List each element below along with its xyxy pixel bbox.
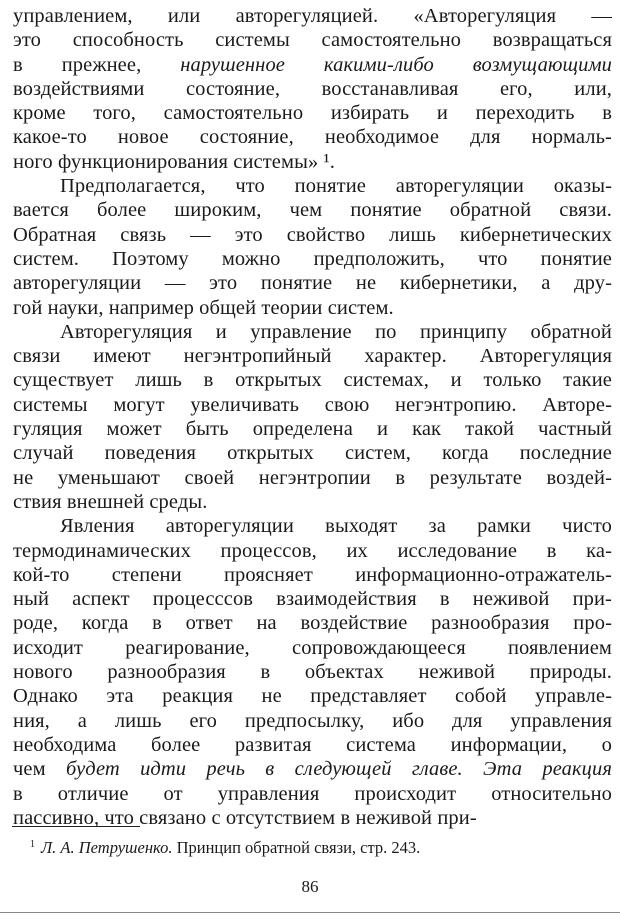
text-span: связи имеют негэнтропийный характер. Авторегуляция	[13, 345, 612, 368]
text-line	[13, 733, 612, 757]
text-line	[13, 441, 612, 465]
text-span: кой-то степени проясняет информационно-отражатель-	[13, 563, 612, 586]
footnote	[30, 838, 420, 858]
paragraph	[13, 174, 612, 320]
footnote-divider	[12, 826, 140, 827]
text-line	[13, 174, 612, 198]
text-span: не уменьшают своей негэнтропии в результате воздей-	[13, 466, 612, 489]
text-line	[13, 4, 612, 28]
text-line	[13, 150, 612, 174]
text-span: какое-то новое состояние, необходимое для нормаль-	[13, 126, 612, 149]
text-line	[13, 539, 612, 563]
text-span: гой науки, например общей теории систем.	[13, 296, 394, 319]
italic-text: будет идти речь в следующей главе. Эта реакция	[65, 758, 612, 781]
text-line	[13, 198, 612, 222]
footnote-marker: 1	[30, 838, 35, 850]
text-span: авторегуляции — это понятие не кибернетики, а дру-	[13, 272, 612, 295]
text-line	[13, 684, 612, 708]
text-line	[13, 53, 612, 77]
text-span: термодинамических процессов, их исследование в ка-	[13, 539, 612, 562]
italic-text: нарушенное какими-либо возмущающими	[180, 53, 612, 76]
text-line	[13, 320, 612, 344]
text-span: случай поведения открытых систем, когда последние	[13, 442, 612, 465]
text-span: в отличие от управления происходит относительно	[13, 782, 612, 805]
text-span: ного функционирования системы» ¹.	[13, 150, 336, 173]
paragraph	[13, 320, 612, 514]
text-line	[13, 660, 612, 684]
text-span: существует лишь в открытых системах, и только такие	[13, 369, 612, 392]
text-span: Обратная связь — это свойство лишь кибернетических	[13, 223, 612, 246]
text-span: Авторегуляция и управление по принципу обратной	[60, 320, 612, 343]
text-span: ный аспект процесcсов взаимодействия в неживой при-	[13, 588, 612, 611]
text-span: ния, а лишь его предпосылку, ибо для управления	[13, 709, 612, 732]
text-span: гуляция может быть определена и как такой частный	[13, 418, 612, 441]
text-span: ствия внешней среды.	[13, 490, 208, 513]
text-span: кроме того, самостоятельно избирать и переходить в	[13, 102, 612, 125]
text-span: в прежнее,	[13, 53, 181, 76]
text-line	[13, 28, 612, 52]
text-line	[13, 611, 612, 635]
paragraph	[13, 4, 612, 174]
text-span: чем	[13, 758, 66, 781]
footnote-author: Л. А. Петрушенко.	[41, 838, 173, 857]
footnote-text: Принцип обратной связи, стр. 243.	[172, 838, 421, 857]
text-line	[13, 782, 612, 806]
text-span: систем. Поэтому можно предположить, что понятие	[13, 247, 612, 270]
text-span: управлением, или авторегуляцией. «Авторегуляция —	[13, 5, 612, 27]
text-line	[13, 417, 612, 441]
text-line	[13, 271, 612, 295]
body-text	[13, 4, 612, 830]
page-bottom-edge	[0, 912, 620, 913]
paragraph	[13, 514, 612, 830]
text-line	[13, 223, 612, 247]
text-line	[13, 563, 612, 587]
text-span: нового разнообразия в объектах неживой природы.	[13, 661, 612, 684]
text-span: воздействиями состояние, восстанавливая его, или,	[13, 77, 612, 100]
text-line	[13, 636, 612, 660]
text-span: исходит реагирование, сопровождающееся появлением	[13, 636, 612, 659]
text-span: Явления авторегуляции выходят за рамки чисто	[60, 515, 612, 538]
text-span: пассивно, что связано с отсутствием в неживой при-	[13, 806, 477, 829]
text-span: роде, когда в ответ на воздействие разнообразия про-	[13, 612, 612, 635]
text-line	[13, 514, 612, 538]
text-span: системы могут увеличивать свою негэнтропию. Авторе-	[13, 393, 612, 416]
text-line	[13, 368, 612, 392]
text-line	[13, 709, 612, 733]
text-line	[13, 296, 612, 320]
text-span: Однако эта реакция не представляет собой управле-	[13, 685, 612, 708]
text-line	[13, 490, 612, 514]
text-span: вается более широким, чем понятие обратной связи.	[13, 199, 612, 222]
text-line	[13, 101, 612, 125]
text-line	[13, 757, 612, 781]
text-line	[13, 247, 612, 271]
text-line	[13, 125, 612, 149]
text-span: это способность системы самостоятельно возвращаться	[13, 29, 612, 52]
text-span: необходима более развитая система информации, о	[13, 733, 612, 756]
text-span: Предполагается, что понятие авторегуляции оказы-	[60, 175, 612, 198]
text-line	[13, 466, 612, 490]
text-line	[13, 587, 612, 611]
page-number: 86	[301, 877, 319, 896]
text-line	[13, 77, 612, 101]
text-line	[13, 393, 612, 417]
text-line	[13, 344, 612, 368]
